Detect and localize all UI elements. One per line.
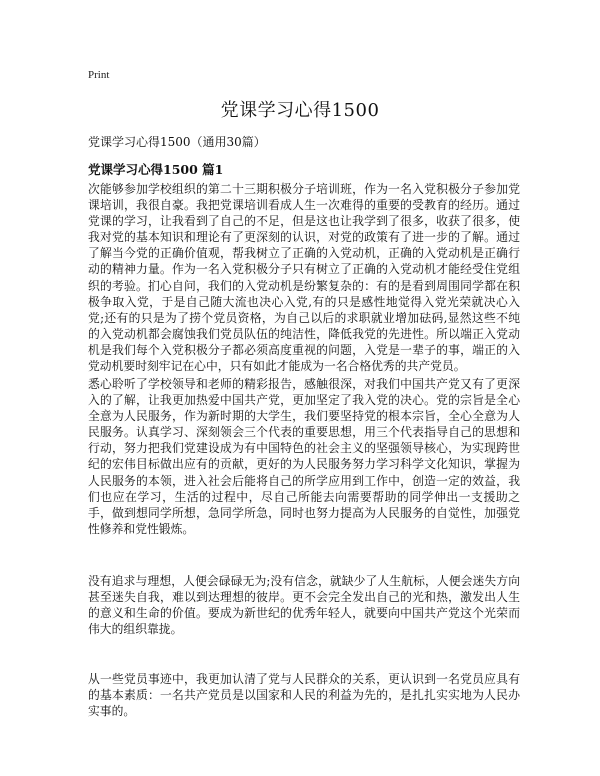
- body-paragraph: 悉心聆听了学校领导和老师的精彩报告，感触很深，对我们中国共产党又有了更深入的了解，让我更加热爱中国共产党，更加坚定了我入党的决心。党的宗旨是全心全意为人民服务，作为新时期的大学生，我们要坚持党的根本宗旨，全心全意为人民服务。认真学习、深刻领会三个代表的重要思想，用三个代表指导自己的思想和行动，努力把我们党建设成为有中国特色的社会主义的坚强领导核心，为实现跨世纪的宏伟目标做出应有的贡献，更好的为人民服务努力学习科学文化知识，掌握为人民服务的本领，进入社会后能将自己的所学应用到工作中，创造一定的效益，我们也应在学习，生活的过程中，尽自己所能去向需要帮助的同学伸出一支援助之手，做到想同学所想，急同学所急，同时也努力提高为人民服务的自觉性，加强党性修养和党性锻炼。: [88, 377, 520, 536]
- document-subtitle: 党课学习心得1500（通用30篇）: [88, 135, 266, 149]
- body-paragraph: 次能够参加学校组织的第二十三期积极分子培训班，作为一名入党积极分子参加党课培训，我很自豪。我把党课培训看成人生一次难得的重要的受教育的经历。通过党课的学习，让我看到了自己的不足，但是这也让我学到了很多，收获了很多，使我对党的基本知识和理论有了更深刻的认识，对党的政策有了进一步的了解。通过了解当今党的正确价值观，帮我树立了正确的入党动机，正确的入党动机是正确行动的精神力量。作为一名入党积极分子只有树立了正确的入党动机才能经受住党组织的考验。扪心自问，我们的入党动机是纷繁复杂的：有的是看到周围同学都在积极争取入党，于是自己随大流也决心入党,有的只是感性地觉得入党光荣就决心入党;还有的只是为了捞个党员资格，为自己以后的求职就业增加砝码,显然这些不纯的入党动机都会腐蚀我们党员队伍的纯洁性，降低我党的先进性。所以端正入党动机是我们每个入党积极分子都必须高度重视的问题，入党是一辈子的事，端正的入党动机要时刻牢记在心中，只有如此才能成为一名合格优秀的共产党员。: [88, 182, 520, 374]
- section-heading: 党课学习心得1500 篇1: [88, 162, 224, 177]
- print-link[interactable]: Print: [88, 69, 110, 81]
- page-title: 党课学习心得1500: [220, 100, 380, 121]
- body-paragraph: 没有追求与理想，人便会碌碌无为;没有信念，就缺少了人生航标，人便会迷失方向甚至迷失自我，难以到达理想的彼岸。更不会完全发出自己的光和热，激发出人生的意义和生命的价值。要成为新世纪的优秀年轻人，就要向中国共产党这个光荣而伟大的组织靠拢。: [88, 574, 520, 637]
- body-paragraph: 从一些党员事迹中，我更加认清了党与人民群众的关系，更认识到一名党员应具有的基本素质：一名共产党员是以国家和人民的利益为先的，是扎扎实实地为人民办实事的。: [88, 672, 520, 719]
